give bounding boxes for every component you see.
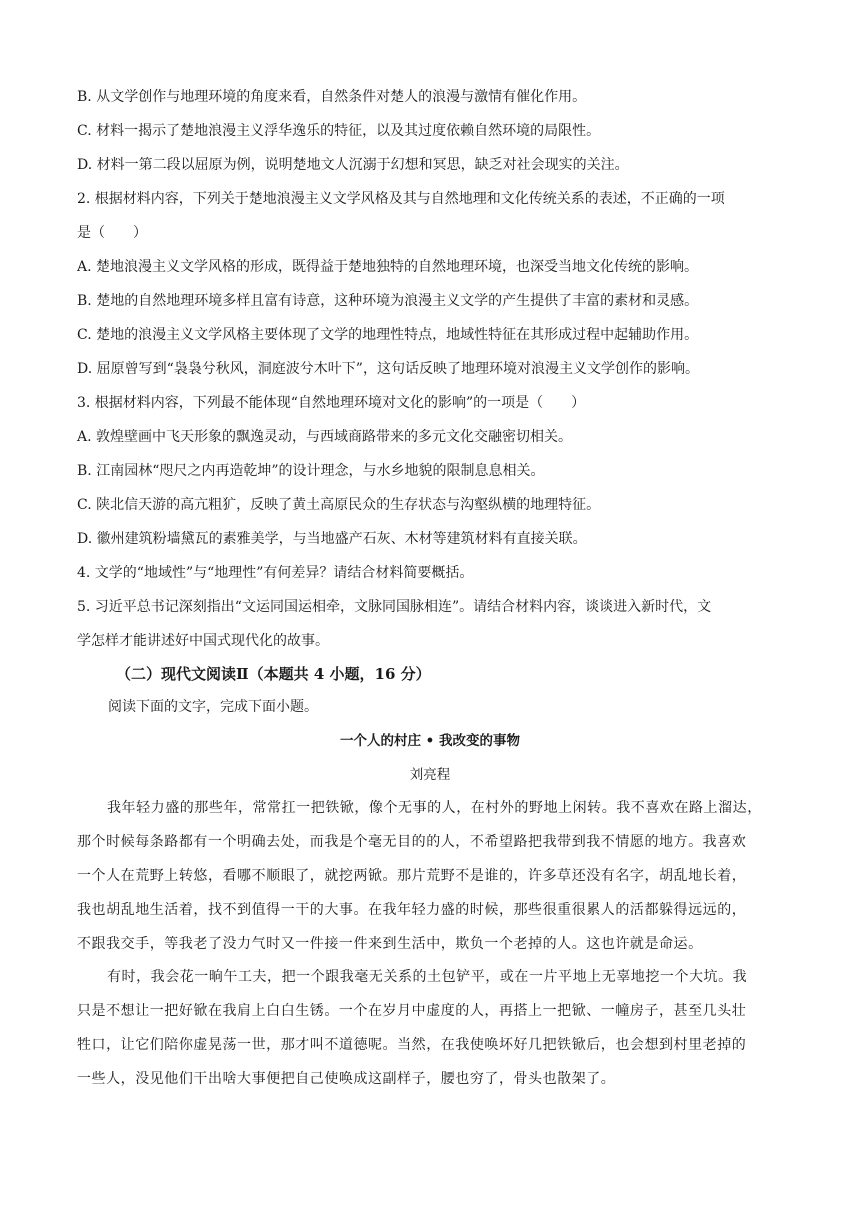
article-paragraph-line: 有时，我会花一晌午工夫，把一个跟我毫无关系的土包铲平，或在一片平地上无辜地挖一个大坑。我 <box>107 969 748 985</box>
article-paragraph-line: 不跟我交手，等我老了没力气时又一件接一件来到生活中，欺负一个老掉的人。这也许就是命运。 <box>77 936 703 952</box>
q2-option-a[interactable]: A. 楚地浪漫主义文学风格的形成，既得益于楚地独特的自然地理环境，也深受当地文化传统的影响。 <box>77 259 699 275</box>
article-title: 一个人的村庄 • 我改变的事物 <box>339 733 521 749</box>
section-instruction: 阅读下面的文字，完成下面小题。 <box>108 699 318 715</box>
q2-stem-line1: 2. 根据材料内容，下列关于楚地浪漫主义文学风格及其与自然地理和文化传统关系的表述，不正确的一项 <box>77 191 725 207</box>
q5-stem-line1: 5. 习近平总书记深刻指出“文运同国运相牵，文脉同国脉相连”。请结合材料内容，谈谈进入新时代，文 <box>77 599 712 615</box>
section-heading: （二）现代文阅读Ⅱ（本题共 4 小题，16 分） <box>116 665 431 683</box>
article-paragraph-line: 牲口，让它们陪你虚晃荡一世，那才叫不道德呢。当然，在我使唤坏好几把铁锨后，也会想到村里老掉的 <box>77 1037 747 1053</box>
article-paragraph-line: 那个时候每条路都有一个明确去处，而我是个毫无目的的人，不希望路把我带到我不情愿的地方。我喜欢 <box>77 834 747 850</box>
q2-option-c[interactable]: C. 楚地的浪漫主义文学风格主要体现了文学的地理性特点，地域性特征在其形成过程中起辅助作用。 <box>77 327 699 343</box>
article-author: 刘亮程 <box>409 767 451 783</box>
article-paragraph-line: 我也胡乱地生活着，找不到值得一干的大事。在我年轻力盛的时候，那些很重很累人的活都躲得远远的， <box>77 902 747 918</box>
q1-option-b[interactable]: B. 从文学创作与地理环境的角度来看，自然条件对楚人的浪漫与激情有催化作用。 <box>77 89 587 105</box>
q2-stem-line2: 是（ ） <box>77 225 147 241</box>
q2-option-d[interactable]: D. 屈原曾写到“袅袅兮秋风，洞庭波兮木叶下”，这句话反映了地理环境对浪漫主义文学创作的影响。 <box>77 361 699 377</box>
q2-option-b[interactable]: B. 楚地的自然地理环境多样且富有诗意，这种环境为浪漫主义文学的产生提供了丰富的素材和灵感。 <box>77 293 699 309</box>
q1-option-d[interactable]: D. 材料一第二段以屈原为例，说明楚地文人沉溺于幻想和冥思，缺乏对社会现实的关注。 <box>77 157 629 173</box>
q5-stem-line2: 学怎样才能讲述好中国式现代化的故事。 <box>77 633 329 649</box>
q1-option-c[interactable]: C. 材料一揭示了楚地浪漫主义浮华逸乐的特征，以及其过度依赖自然环境的局限性。 <box>77 123 601 139</box>
q3-option-b[interactable]: B. 江南园林“咫尺之内再造乾坤”的设计理念，与水乡地貌的限制息息相关。 <box>77 463 545 479</box>
article-paragraph-line: 我年轻力盛的那些年，常常扛一把铁锨，像个无事的人，在村外的野地上闲转。我不喜欢在路上溜达， <box>107 800 762 816</box>
article-paragraph-line: 只是不想让一把好锨在我肩上白白生锈。一个在岁月中虚度的人，再搭上一把锨、一幢房子，甚至几头壮 <box>77 1003 747 1019</box>
article-paragraph-line: 一些人，没见他们干出啥大事便把自己使唤成这副样子，腰也穷了，骨头也散架了。 <box>77 1071 616 1087</box>
article-paragraph-line: 一个人在荒野上转悠，看哪不顺眼了，就挖两锨。那片荒野不是谁的，许多草还没有名字，胡乱地长着， <box>77 868 747 884</box>
q4-stem: 4. 文学的“地域性”与“地理性”有何差异？请结合材料简要概括。 <box>77 565 474 581</box>
q3-option-a[interactable]: A. 敦煌壁画中飞天形象的飘逸灵动，与西域商路带来的多元文化交融密切相关。 <box>77 429 573 445</box>
q3-option-c[interactable]: C. 陕北信天游的高亢粗犷，反映了黄土高原民众的生存状态与沟壑纵横的地理特征。 <box>77 497 601 513</box>
q3-option-d[interactable]: D. 徽州建筑粉墙黛瓦的素雅美学，与当地盛产石灰、木材等建筑材料有直接关联。 <box>77 531 587 547</box>
q3-stem: 3. 根据材料内容，下列最不能体现“自然地理环境对文化的影响”的一项是（ ） <box>77 395 586 411</box>
